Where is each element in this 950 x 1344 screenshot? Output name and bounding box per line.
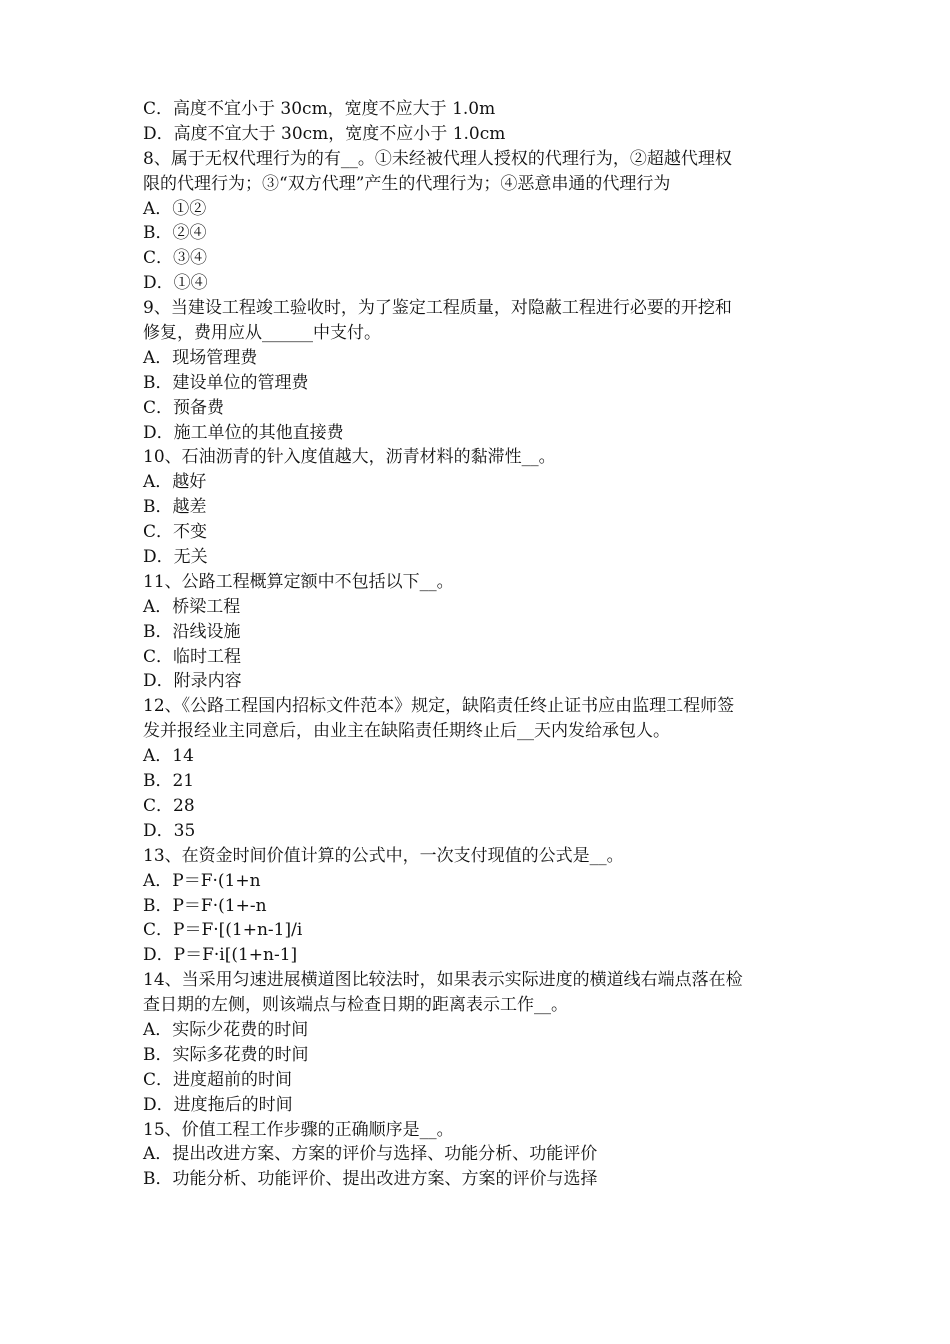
- option-line: D．①④: [143, 273, 208, 294]
- option-line: C．③④: [143, 248, 208, 269]
- option-line: B．越差: [143, 497, 207, 518]
- option-line: B．P＝F·(1+-n: [143, 895, 267, 916]
- option-line: C．28: [143, 795, 195, 816]
- option-line: C．临时工程: [143, 646, 242, 667]
- question-line: 11、公路工程概算定额中不包括以下__。: [143, 571, 454, 592]
- option-line: A．P＝F·(1+n: [143, 870, 261, 891]
- option-line: A．提出改进方案、方案的评价与选择、功能分析、功能评价: [143, 1144, 598, 1165]
- option-line: D．P＝F·i[(1+n-1]: [143, 945, 298, 966]
- option-line: B．建设单位的管理费: [143, 372, 309, 393]
- option-line: C．P＝F·[(1+n-1]/i: [143, 920, 303, 941]
- option-line: A．14: [143, 746, 194, 767]
- option-line: A．现场管理费: [143, 347, 258, 368]
- option-line: B．21: [143, 771, 195, 792]
- option-line: B．功能分析、功能评价、提出改进方案、方案的评价与选择: [143, 1169, 598, 1190]
- option-line: C．预备费: [143, 397, 225, 418]
- option-line: D．附录内容: [143, 671, 242, 692]
- option-line: A．①②: [143, 198, 207, 219]
- question-line: 修复，费用应从______中支付。: [143, 323, 381, 344]
- question-line: 10、石油沥青的针入度值越大，沥青材料的黏滞性__。: [143, 447, 556, 468]
- option-line: B．实际多花费的时间: [143, 1044, 309, 1065]
- option-line: B．沿线设施: [143, 621, 241, 642]
- question-line: 12、《公路工程国内招标文件范本》规定，缺陷责任终止证书应由监理工程师签: [143, 696, 735, 717]
- question-line: 14、当采用匀速进展横道图比较法时，如果表示实际进度的横道线右端点落在检: [143, 970, 743, 991]
- question-line: 限的代理行为；③“双方代理”产生的代理行为；④恶意串通的代理行为: [143, 173, 671, 194]
- question-line: 9、当建设工程竣工验收时，为了鉴定工程质量，对隐蔽工程进行必要的开挖和: [143, 298, 732, 319]
- question-line: 查日期的左侧，则该端点与检查日期的距离表示工作__。: [143, 995, 568, 1016]
- option-line: D．高度不宜大于 30cm，宽度不应小于 1.0cm: [143, 123, 506, 144]
- option-line: A．越好: [143, 472, 207, 493]
- option-line: C．高度不宜小于 30cm，宽度不应大于 1.0m: [143, 99, 496, 119]
- option-line: D．35: [143, 820, 196, 841]
- question-line: 发并报经业主同意后，由业主在缺陷责任期终止后__天内发给承包人。: [143, 721, 670, 742]
- option-line: D．无关: [143, 547, 208, 568]
- question-line: 8、属于无权代理行为的有__。①未经被代理人授权的代理行为，②超越代理权: [143, 148, 732, 169]
- option-line: B．②④: [143, 223, 207, 244]
- option-line: A．实际少花费的时间: [143, 1019, 309, 1040]
- question-line: 13、在资金时间价值计算的公式中，一次支付现值的公式是__。: [143, 845, 624, 866]
- option-line: A．桥梁工程: [143, 596, 241, 617]
- document-text: [143, 97, 808, 1192]
- question-line: 15、价值工程工作步骤的正确顺序是__。: [143, 1119, 454, 1140]
- option-line: D．进度拖后的时间: [143, 1094, 293, 1115]
- option-line: D．施工单位的其他直接费: [143, 422, 344, 443]
- option-line: C．进度超前的时间: [143, 1069, 293, 1090]
- option-line: C．不变: [143, 522, 208, 543]
